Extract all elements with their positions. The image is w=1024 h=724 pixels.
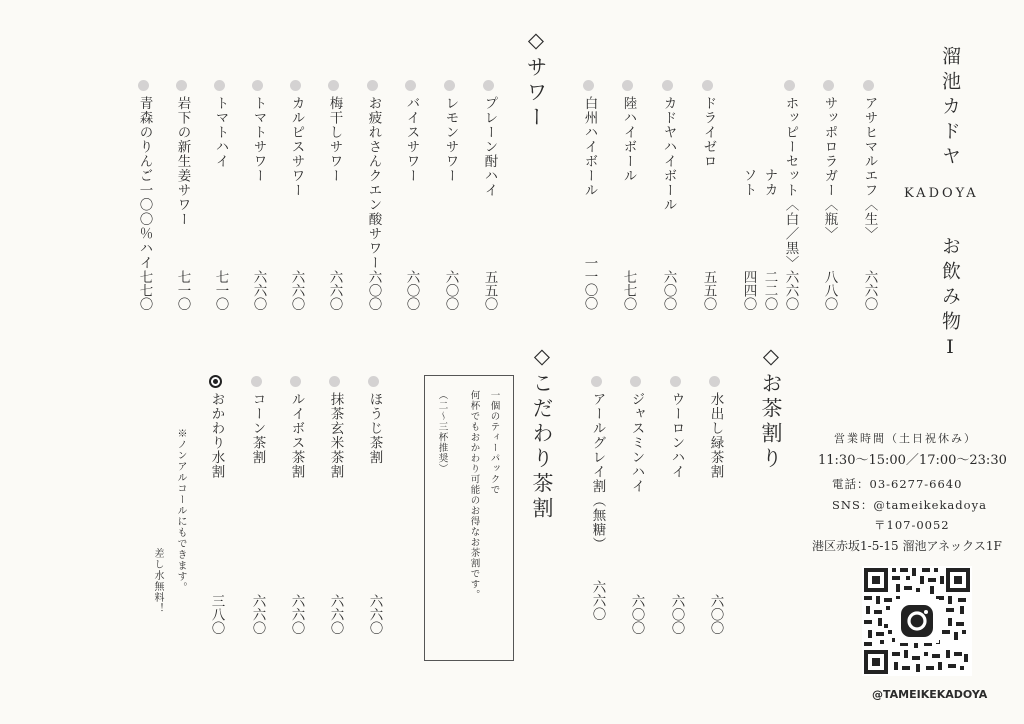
menu-item-price: 六六〇	[288, 270, 305, 311]
menu-item-name: 梅干しサワー	[326, 96, 343, 183]
bullet-icon	[709, 376, 720, 387]
menu-item-name: ソト	[740, 168, 757, 197]
address: 港区赤坂1-5-15 溜池アネックス1F	[812, 539, 1002, 553]
menu-item-name: 白州ハイボール	[581, 96, 598, 198]
bullet-icon	[483, 80, 494, 91]
menu-item-price: 八八〇	[821, 270, 838, 311]
menu-item-price: 六六〇	[327, 594, 344, 635]
bullet-icon	[823, 80, 834, 91]
menu-item-price: 六六〇	[589, 580, 606, 621]
menu-item-name: ルイボス茶割	[288, 392, 305, 479]
special-tea-heading: ◇こだわり茶割	[530, 344, 554, 522]
menu-item-name: 抹茶玄米茶割	[327, 392, 344, 479]
bullet-icon	[290, 80, 301, 91]
bullet-icon	[138, 80, 149, 91]
menu-item-price: 六六〇	[782, 270, 799, 311]
menu-item-price: 六〇〇	[707, 594, 724, 635]
refill-bullet-icon	[209, 375, 222, 388]
menu-item-price: 六〇〇	[660, 270, 677, 311]
menu-item-name: お疲れさんクエン酸サワー	[365, 96, 382, 270]
menu-item-name: バイスサワー	[403, 96, 420, 183]
qr-code[interactable]	[862, 566, 972, 676]
bullet-icon	[329, 376, 340, 387]
phone: 電話：03-6277-6640	[832, 477, 963, 491]
note-line: 一個のティーパックで	[488, 390, 500, 495]
menu-item-name: アサヒマルエフ〈生〉	[861, 96, 878, 241]
menu-item-name: サッポロラガー〈瓶〉	[821, 96, 838, 241]
postal-code: 〒107-0052	[874, 518, 950, 532]
bullet-icon	[328, 80, 339, 91]
note-line: 何杯でもおかわり可能のお得なお茶割です。	[468, 390, 480, 600]
bullet-icon	[622, 80, 633, 91]
menu-item-name: アールグレイ割（無糖）	[589, 392, 606, 552]
footnote-non-alcohol: ※ノンアルコールにもできます。	[175, 428, 186, 593]
menu-item-name: ほうじ茶割	[366, 392, 383, 465]
menu-title: お飲み物Ⅰ	[939, 236, 961, 364]
menu-item-name: ジャスミンハイ	[628, 392, 645, 494]
menu-item-name: 水出し緑茶割	[707, 392, 724, 479]
brand-name: 溜池カドヤ	[939, 46, 961, 171]
bullet-icon	[252, 80, 263, 91]
menu-item-price: 六〇〇	[628, 594, 645, 635]
tea-heading: ◇お茶割り	[759, 344, 783, 472]
menu-item-price: 一一〇〇	[581, 256, 598, 310]
menu-item-name: カドヤハイボール	[660, 96, 677, 212]
menu-item-price: 六〇〇	[442, 270, 459, 311]
qr-caption: @TAMEIKEKADOYA	[872, 688, 988, 701]
menu-item-price: 七七〇	[620, 270, 637, 311]
menu-item-price: 二二〇	[761, 270, 778, 311]
menu-item-price: 六六〇	[861, 270, 878, 311]
brand-roman: KADOYA	[904, 186, 979, 201]
bullet-icon	[176, 80, 187, 91]
footnote-water: 差し水無料！	[152, 548, 163, 614]
menu-item-price: 六六〇	[250, 270, 267, 311]
bullet-icon	[630, 376, 641, 387]
bullet-icon	[444, 80, 455, 91]
bullet-icon	[290, 376, 301, 387]
bullet-icon	[368, 376, 379, 387]
menu-item-name: ナカ	[761, 168, 778, 197]
menu-item-name: 陸ハイボール	[620, 96, 637, 183]
menu-item-name: トマトサワー	[250, 96, 267, 183]
menu-item-price: 三八〇	[208, 594, 225, 635]
menu-item-price: 六〇〇	[668, 594, 685, 635]
menu-item-name: ドライゼロ	[700, 96, 717, 169]
menu-item-name: ウーロンハイ	[668, 392, 685, 479]
menu-item-name: トマトハイ	[212, 96, 229, 169]
bullet-icon	[214, 80, 225, 91]
bullet-icon	[784, 80, 795, 91]
bullet-icon	[251, 376, 262, 387]
menu-item-name: コーン茶割	[249, 392, 266, 465]
bullet-icon	[367, 80, 378, 91]
bullet-icon	[583, 80, 594, 91]
menu-item-price: 四四〇	[740, 270, 757, 311]
menu-item-name: プレーン酎ハイ	[481, 96, 498, 198]
bullet-icon	[702, 80, 713, 91]
special-tea-note-box	[424, 375, 514, 661]
menu-item-price: 六〇〇	[403, 270, 420, 311]
menu-item-price: 六六〇	[326, 270, 343, 311]
menu-item-price: 六六〇	[366, 594, 383, 635]
bullet-icon	[863, 80, 874, 91]
menu-item-price: 七七〇	[136, 270, 153, 311]
bullet-icon	[662, 80, 673, 91]
hours-label: 営業時間（土日祝休み）	[834, 432, 977, 445]
bullet-icon	[670, 376, 681, 387]
menu-item-price: 六六〇	[288, 594, 305, 635]
menu-item-price: 五五〇	[481, 270, 498, 311]
menu-item-name: おかわり水割	[208, 392, 225, 479]
menu-item-price: 六〇〇	[365, 270, 382, 311]
menu-item-price: 七一〇	[174, 270, 191, 311]
menu-item-name: ホッピーセット〈白／黒〉	[782, 96, 799, 270]
menu-item-name: 青森のりんご一〇〇％ハイ	[136, 96, 153, 270]
menu-item-name: レモンサワー	[442, 96, 459, 183]
note-line: （二〜三杯推奨）	[436, 390, 448, 474]
bullet-icon	[405, 80, 416, 91]
qr-code-graphic	[862, 566, 972, 676]
sns-handle: SNS：@tameikekadoya	[832, 498, 987, 512]
menu-item-price: 七一〇	[212, 270, 229, 311]
instagram-icon	[901, 605, 933, 637]
menu-item-name: 岩下の新生姜サワー	[174, 96, 191, 227]
hours: 11:30〜15:00／17:00〜23:30	[818, 453, 1007, 468]
menu-item-price: 六六〇	[249, 594, 266, 635]
bullet-icon	[591, 376, 602, 387]
menu-item-price: 五五〇	[700, 270, 717, 311]
sour-heading: ◇サワー	[524, 28, 548, 131]
menu-item-name: カルピスサワー	[288, 96, 305, 198]
